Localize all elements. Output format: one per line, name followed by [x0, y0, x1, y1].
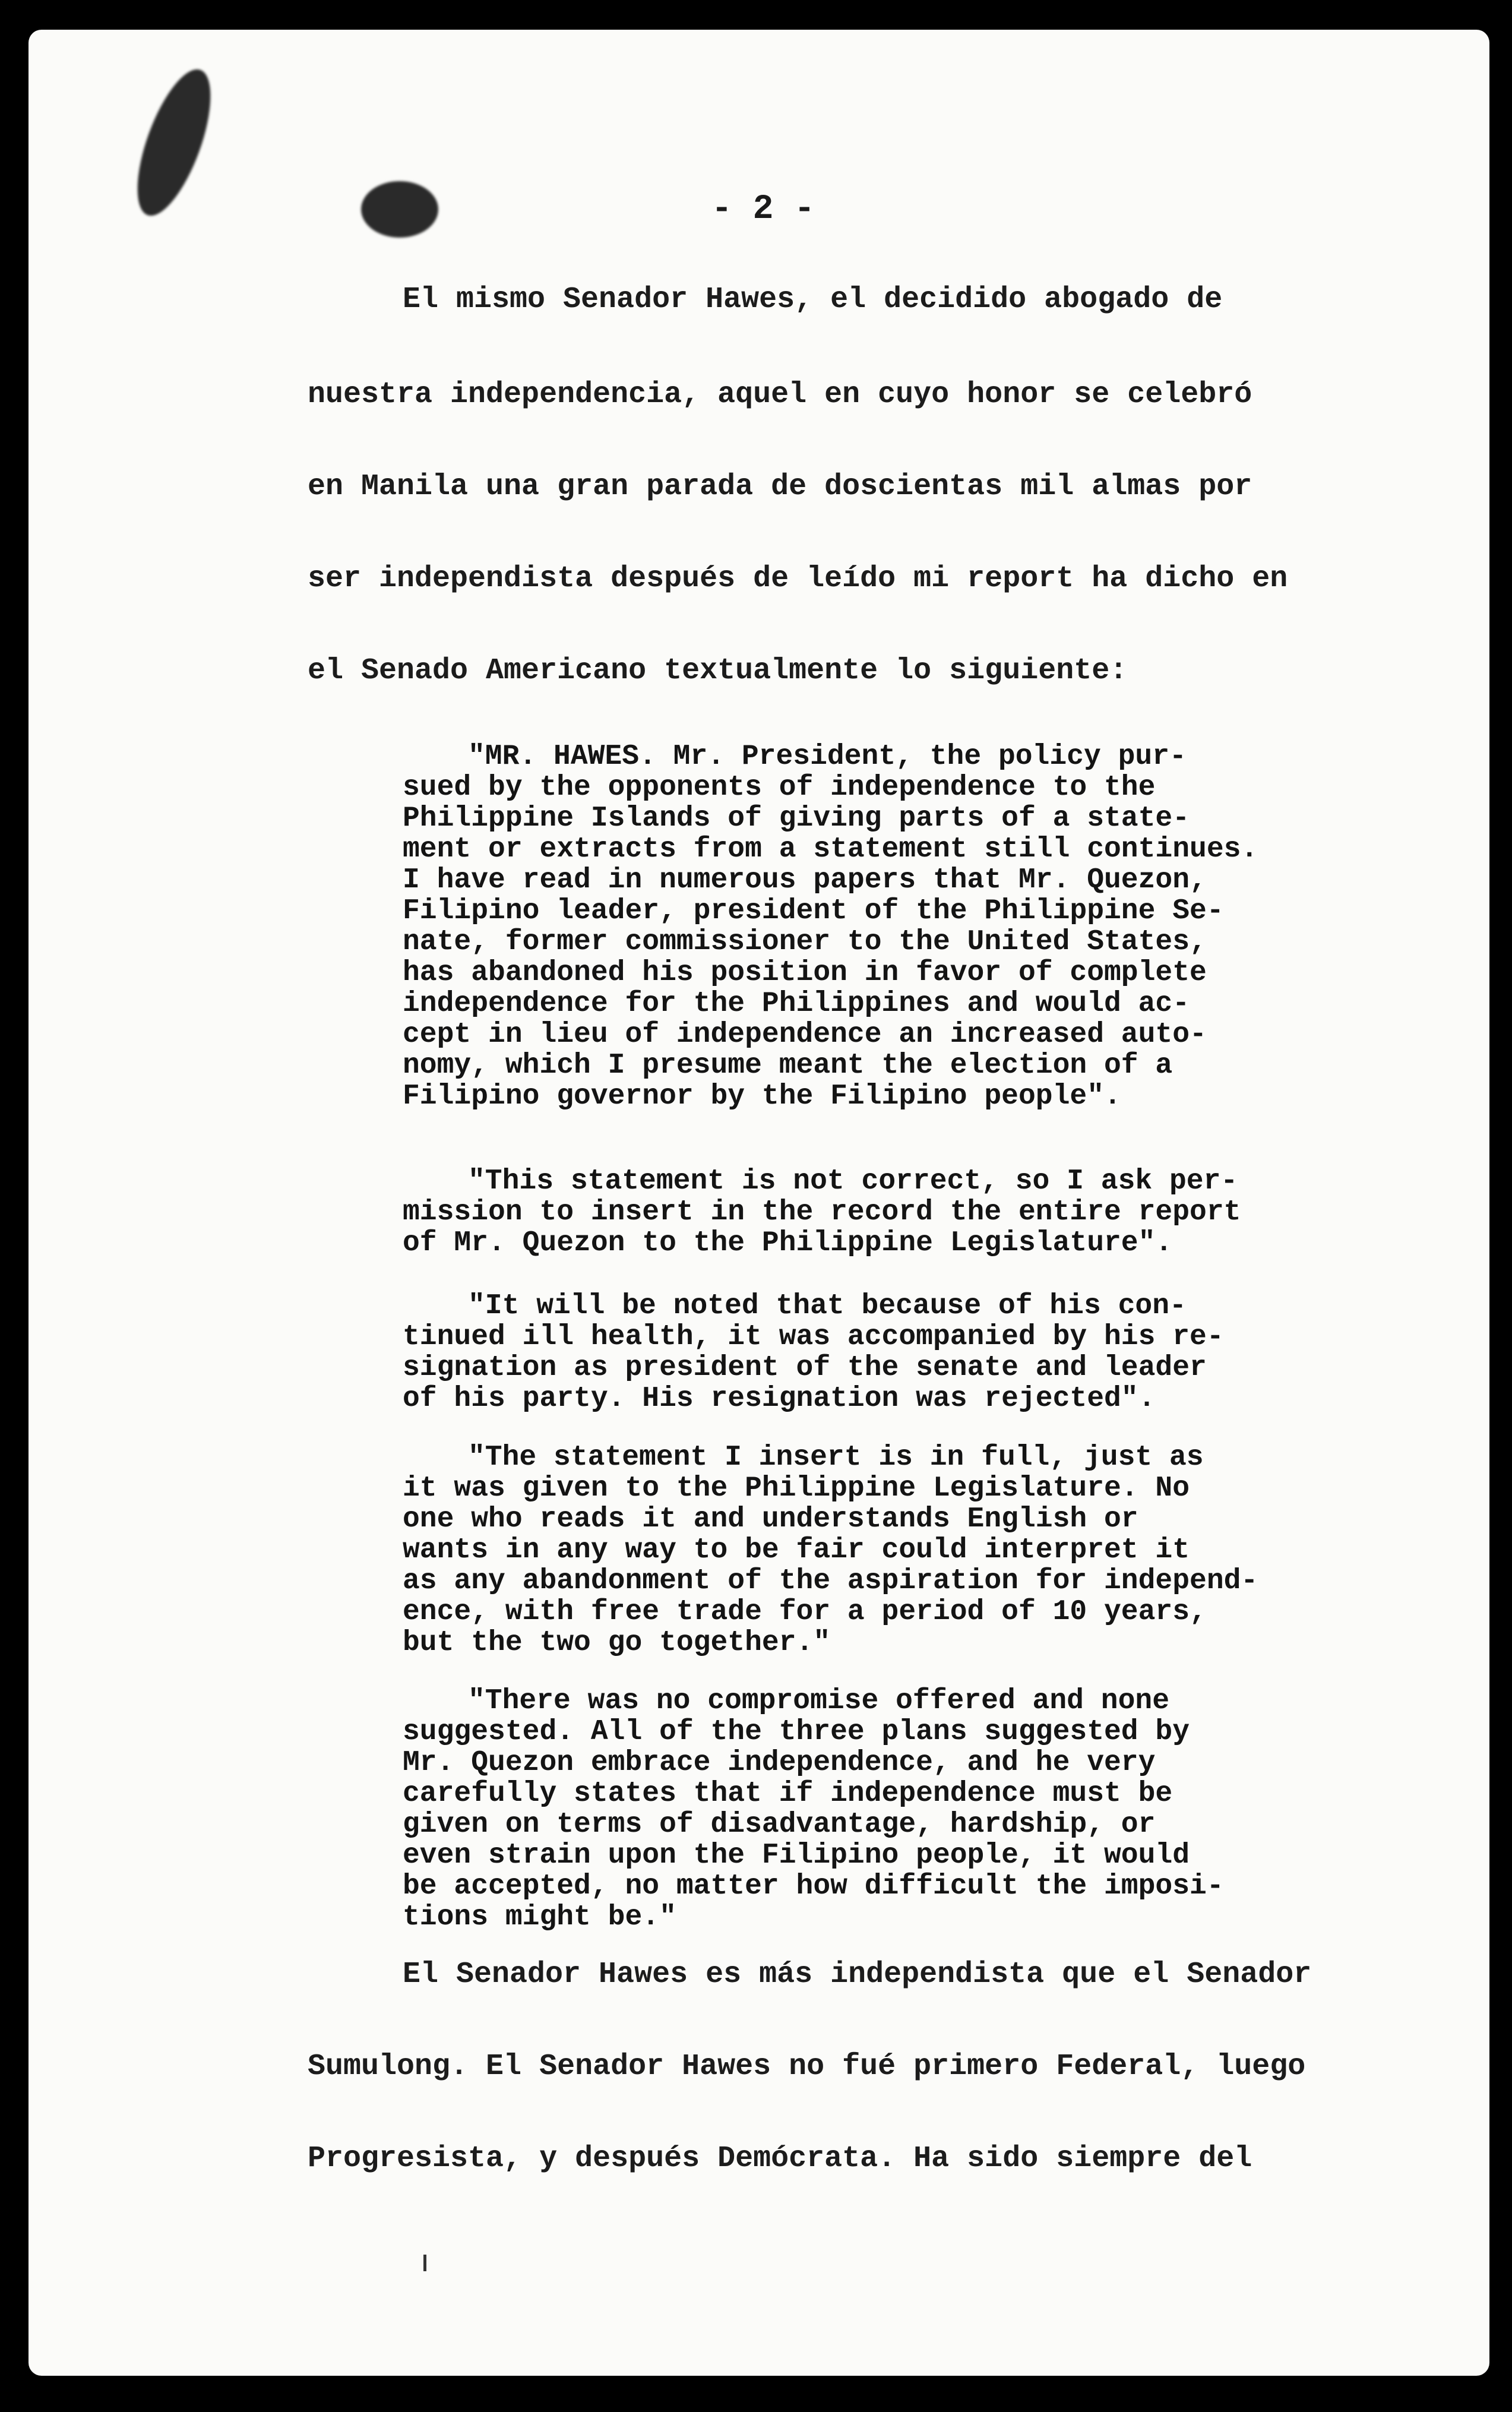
quote-line: Filipino governor by the Filipino people". — [403, 1080, 1121, 1112]
quote-line: ence, with free trade for a period of 10 years, — [403, 1596, 1207, 1628]
quote-line: "The statement I insert is in full, just as — [468, 1441, 1204, 1474]
quote-line: mission to insert in the record the entire report — [403, 1196, 1241, 1228]
quote-line: it was given to the Philippine Legislature. No — [403, 1472, 1190, 1504]
quote-line: be accepted, no matter how difficult the imposi- — [403, 1870, 1224, 1902]
quote-line: of Mr. Quezon to the Philippine Legislature". — [403, 1227, 1173, 1259]
intro-line: ser independista después de leído mi report ha dicho en — [308, 562, 1288, 596]
quote-line: as any abandonment of the aspiration for independ- — [403, 1565, 1258, 1597]
quote-line: "It will be noted that because of his con- — [468, 1290, 1187, 1322]
quote-line: Filipino leader, president of the Philippine Se- — [403, 895, 1224, 927]
ink-blot-top-left — [122, 61, 225, 224]
intro-line: nuestra independencia, aquel en cuyo honor se celebró — [308, 378, 1252, 412]
quote-line: nomy, which I presume meant the election of a — [403, 1049, 1173, 1082]
quote-line: tions might be." — [403, 1901, 676, 1933]
quote-line: of his party. His resignation was rejected". — [403, 1383, 1156, 1415]
quote-line: carefully states that if independence must be — [403, 1778, 1173, 1810]
quote-line: suggested. All of the three plans suggested by — [403, 1716, 1190, 1748]
quote-line: given on terms of disadvantage, hardship, or — [403, 1809, 1156, 1841]
quote-line: "MR. HAWES. Mr. President, the policy pur- — [468, 741, 1187, 773]
page-number: - 2 - — [711, 190, 815, 229]
closing-line: Sumulong. El Senador Hawes no fué primero Federal, luego — [308, 2050, 1306, 2084]
quote-line: cept in lieu of independence an increased auto- — [403, 1019, 1207, 1051]
quote-line: ment or extracts from a statement still continues. — [403, 833, 1258, 865]
quote-line: but the two go together." — [403, 1627, 831, 1659]
quote-line: I have read in numerous papers that Mr. Quezon, — [403, 864, 1207, 896]
stray-mark-bottom — [423, 2255, 426, 2271]
quote-line: Mr. Quezon embrace independence, and he very — [403, 1747, 1156, 1779]
quote-line: nate, former commissioner to the United States, — [403, 926, 1207, 958]
closing-line: Progresista, y después Demócrata. Ha sido siempre del — [308, 2142, 1252, 2176]
quote-line: wants in any way to be fair could interpret it — [403, 1534, 1190, 1566]
intro-line: El mismo Senador Hawes, el decidido abogado de — [403, 283, 1223, 317]
quote-line: even strain upon the Filipino people, it would — [403, 1839, 1190, 1872]
quote-line: sued by the opponents of independence to the — [403, 772, 1156, 804]
quote-line: tinued ill health, it was accompanied by his re- — [403, 1321, 1224, 1353]
quote-line: has abandoned his position in favor of complete — [403, 957, 1207, 989]
quote-line: "There was no compromise offered and none — [468, 1685, 1169, 1717]
document-page — [29, 30, 1489, 2376]
intro-line: en Manila una gran parada de doscientas mil almas por — [308, 470, 1252, 504]
quote-line: signation as president of the senate and leader — [403, 1352, 1207, 1384]
intro-line: el Senado Americano textualmente lo siguiente: — [308, 654, 1128, 688]
ink-blot-small — [361, 181, 438, 238]
quote-line: one who reads it and understands English or — [403, 1503, 1138, 1535]
quote-line: "This statement is not correct, so I ask per- — [468, 1165, 1238, 1197]
closing-line: El Senador Hawes es más independista que el Senador — [403, 1958, 1312, 1991]
quote-line: independence for the Philippines and would ac- — [403, 988, 1190, 1020]
quote-line: Philippine Islands of giving parts of a state- — [403, 802, 1190, 834]
